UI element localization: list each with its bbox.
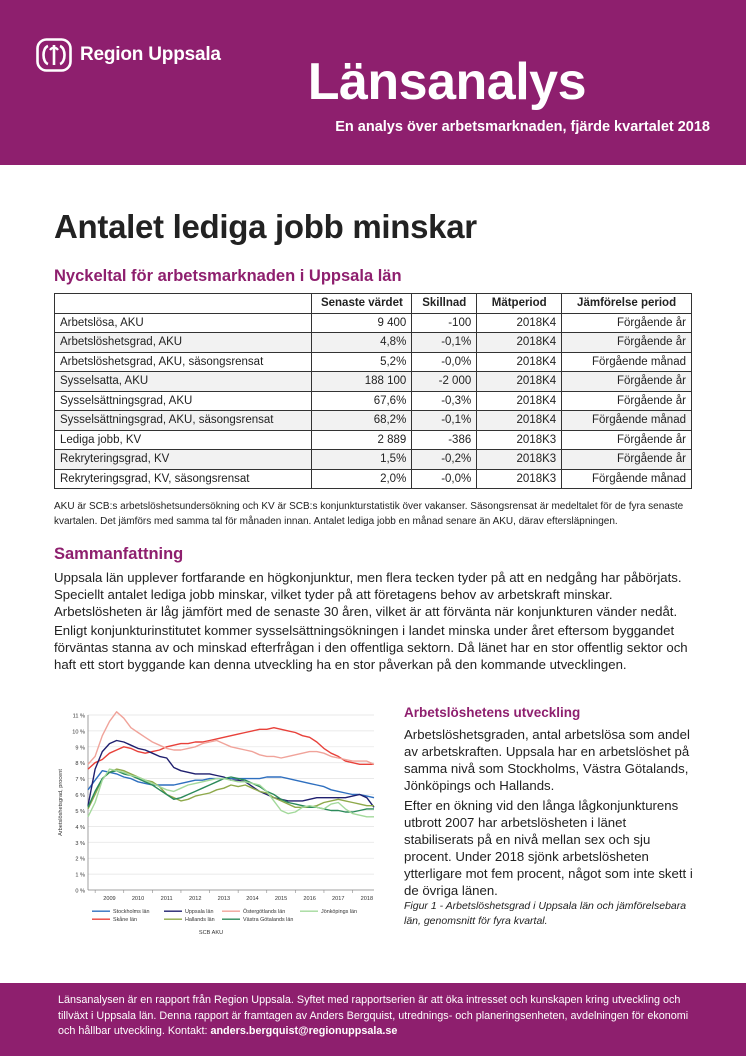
table-cell: Förgående månad (562, 411, 692, 431)
table-row (55, 352, 692, 372)
table-cell: -100 (412, 313, 477, 333)
region-uppsala-logo (36, 38, 221, 72)
legend-label: Hallands län (185, 917, 215, 923)
table-cell: Förgående år (562, 450, 692, 470)
table-cell: 2018K4 (477, 391, 562, 411)
x-tick-label: 2015 (274, 896, 288, 902)
table-row (55, 469, 692, 489)
x-tick-label: 2013 (217, 896, 231, 902)
table-cell: 2018K4 (477, 313, 562, 333)
table-cell: 2018K4 (477, 352, 562, 372)
table-cell: 2018K3 (477, 430, 562, 450)
table-cell: Förgående år (562, 391, 692, 411)
table-cell: 2,0% (312, 469, 412, 489)
x-axis-label: SCB AKU (198, 930, 224, 936)
y-tick-label: 1 % (75, 872, 85, 879)
y-tick-label: 3 % (75, 840, 85, 847)
table-footnote: AKU är SCB:s arbetslöshetsundersökning och KV är SCB:s konjunkturstatistik över vakanser. Säsongsrensat är medeltalet för de fyra senaste kvartalen. Det jämförs med samma tal för månaden innan. Antalet lediga jobb en månad senare än AKU, därav eftersläpningen. (54, 501, 684, 527)
table-header-row (55, 294, 692, 314)
y-tick-label: 6 % (75, 793, 85, 800)
y-tick-label: 7 % (75, 777, 85, 784)
footer-banner (0, 983, 746, 1056)
side-heading: Arbetslöshetens utveckling (404, 705, 581, 720)
table-cell: Rekryteringsgrad, KV (55, 450, 312, 470)
table-cell: Arbetslösa, AKU (55, 313, 312, 333)
unemployment-line-chart (52, 700, 382, 940)
y-tick-label: 10 % (72, 729, 85, 736)
x-tick-label: 2014 (246, 896, 259, 902)
summary-heading: Sammanfattning (54, 545, 184, 563)
table-cell: 4,8% (312, 333, 412, 353)
table-cell: Rekryteringsgrad, KV, säsongsrensat (55, 469, 312, 489)
table-cell: Sysselsättningsgrad, AKU, säsongsrensat (55, 411, 312, 431)
y-tick-label: 5 % (75, 808, 85, 815)
x-tick-label: 2009 (103, 896, 116, 902)
x-tick-label: 2018 (360, 896, 374, 902)
series-line (88, 771, 374, 812)
table-cell: -0,3% (412, 391, 477, 411)
table-cell: -386 (412, 430, 477, 450)
region-logo-icon (36, 38, 72, 72)
legend-label: Västra Götalands län (243, 917, 294, 923)
legend-label: Östergötlands län (243, 909, 286, 915)
table-cell: Förgående månad (562, 352, 692, 372)
header-banner (0, 0, 746, 165)
table-cell: 188 100 (312, 372, 412, 392)
table-cell: -0,2% (412, 450, 477, 470)
footer-text (58, 993, 698, 1040)
logo-text: Region Uppsala (80, 44, 221, 65)
side-paragraph-1: Arbetslöshetsgraden, antal arbetslösa som andel av arbetskraften. Uppsala har en arbetslöshet på samma nivå som Stockholms, Västra Götalands, Jönköpings och Hallands. (404, 727, 690, 793)
page-headline: Antalet lediga jobb minskar (54, 208, 477, 245)
table-cell: 2 889 (312, 430, 412, 450)
x-tick-label: 2011 (160, 896, 173, 902)
table-cell: Förgående år (562, 372, 692, 392)
y-axis-label: Arbetslöshetsgrad, procent (58, 769, 64, 836)
x-tick-label: 2017 (332, 896, 345, 902)
table-cell: 2018K4 (477, 411, 562, 431)
table-cell: 2018K4 (477, 372, 562, 392)
report-title: Länsanalys (307, 53, 586, 111)
summary-paragraph-2: Enligt konjunkturinstitutet kommer sysselsättningsökningen i landet minska under året eftersom byggandet förväntas stanna av och minskad efterfrågan i den offentliga sektorn. Då länet har en stor offentlig sektor och haft ett stort byggande kan denna utveckling ha en stor påverkan på den kommande utvecklingen. (54, 623, 688, 672)
legend-label: Stockholms län (113, 909, 150, 915)
legend-label: Jönköpings län (321, 909, 357, 915)
table-row (55, 313, 692, 333)
y-tick-label: 8 % (75, 761, 85, 768)
table-cell: 2018K4 (477, 333, 562, 353)
y-tick-label: 0 % (75, 888, 85, 895)
y-tick-label: 2 % (75, 856, 85, 863)
table-cell: Sysselsatta, AKU (55, 372, 312, 392)
report-subtitle: En analys över arbetsmarknaden, fjärde kvartalet 2018 (335, 119, 710, 135)
table-cell: -0,1% (412, 333, 477, 353)
side-paragraph-2: Efter en ökning vid den långa lågkonjunkturens utbrott 2007 har arbetslösheten i länet stabiliserats på en nivå mellan sex och sju procent. Under 2018 sjönk arbetslösheten ytterligare mot fem procent, något som inte skett i de övriga länen. (404, 798, 693, 898)
y-tick-label: 4 % (75, 824, 85, 831)
column-header: Skillnad (412, 294, 477, 314)
table-cell: Lediga jobb, KV (55, 430, 312, 450)
table-cell: -0,0% (412, 469, 477, 489)
y-tick-label: 11 % (72, 713, 85, 720)
table-row (55, 372, 692, 392)
kpi-table (54, 293, 692, 489)
column-header (55, 294, 312, 314)
table-row (55, 411, 692, 431)
column-header: Mätperiod (477, 294, 562, 314)
table-cell: -0,0% (412, 352, 477, 372)
x-tick-label: 2012 (189, 896, 202, 902)
table-cell: Förgående månad (562, 469, 692, 489)
footer-body: Länsanalysen är en rapport från Region Uppsala. Syftet med rapportserien är att öka intresset och kunskapen kring utveckling och tillväxt i Uppsala län. Denna rapport är framtagen av Anders Bergquist, utrednings- och planeringsenheten, avdelningen för ekonomi och hållbar utveckling. Kontakt: (58, 994, 689, 1037)
x-tick-label: 2010 (131, 896, 145, 902)
table-row (55, 430, 692, 450)
table-cell: 1,5% (312, 450, 412, 470)
table-cell: Sysselsättningsgrad, AKU (55, 391, 312, 411)
table-cell: 9 400 (312, 313, 412, 333)
table-cell: -2 000 (412, 372, 477, 392)
table-cell: 68,2% (312, 411, 412, 431)
column-header: Jämförelse period (562, 294, 692, 314)
series-line (88, 712, 374, 765)
legend-label: Uppsala län (185, 909, 214, 915)
table-cell: 2018K3 (477, 469, 562, 489)
x-tick-label: 2016 (303, 896, 316, 902)
legend-label: Skåne län (113, 917, 137, 923)
table-cell: Arbetslöshetsgrad, AKU (55, 333, 312, 353)
table-row (55, 333, 692, 353)
table-cell: Arbetslöshetsgrad, AKU, säsongsrensat (55, 352, 312, 372)
y-tick-label: 9 % (75, 745, 85, 752)
table-cell: 67,6% (312, 391, 412, 411)
table-row (55, 450, 692, 470)
table-cell: Förgående år (562, 313, 692, 333)
table-cell: Förgående år (562, 430, 692, 450)
summary-paragraph-1: Uppsala län upplever fortfarande en högkonjunktur, men flera tecken tyder på att en nedgång har påbörjats. Speciellt antalet lediga jobb minskar, vilket tyder på att företagens behov av arbetskraft minskar. Arbetslösheten är låg jämfört med de senaste 30 åren, vilket är att förvänta när konjunkturen vänder nedåt. (54, 570, 682, 619)
table-cell: 5,2% (312, 352, 412, 372)
table-cell: Förgående år (562, 333, 692, 353)
column-header: Senaste värdet (312, 294, 412, 314)
table-cell: 2018K3 (477, 450, 562, 470)
table-row (55, 391, 692, 411)
kpi-heading: Nyckeltal för arbetsmarknaden i Uppsala län (54, 267, 402, 285)
contact-email-link[interactable]: anders.bergquist@regionuppsala.se (210, 1025, 398, 1037)
figure-caption: Figur 1 - Arbetslöshetsgrad i Uppsala län och jämförelsebara län, genomsnitt för fyra kvartal. (404, 900, 687, 927)
table-cell: -0,1% (412, 411, 477, 431)
